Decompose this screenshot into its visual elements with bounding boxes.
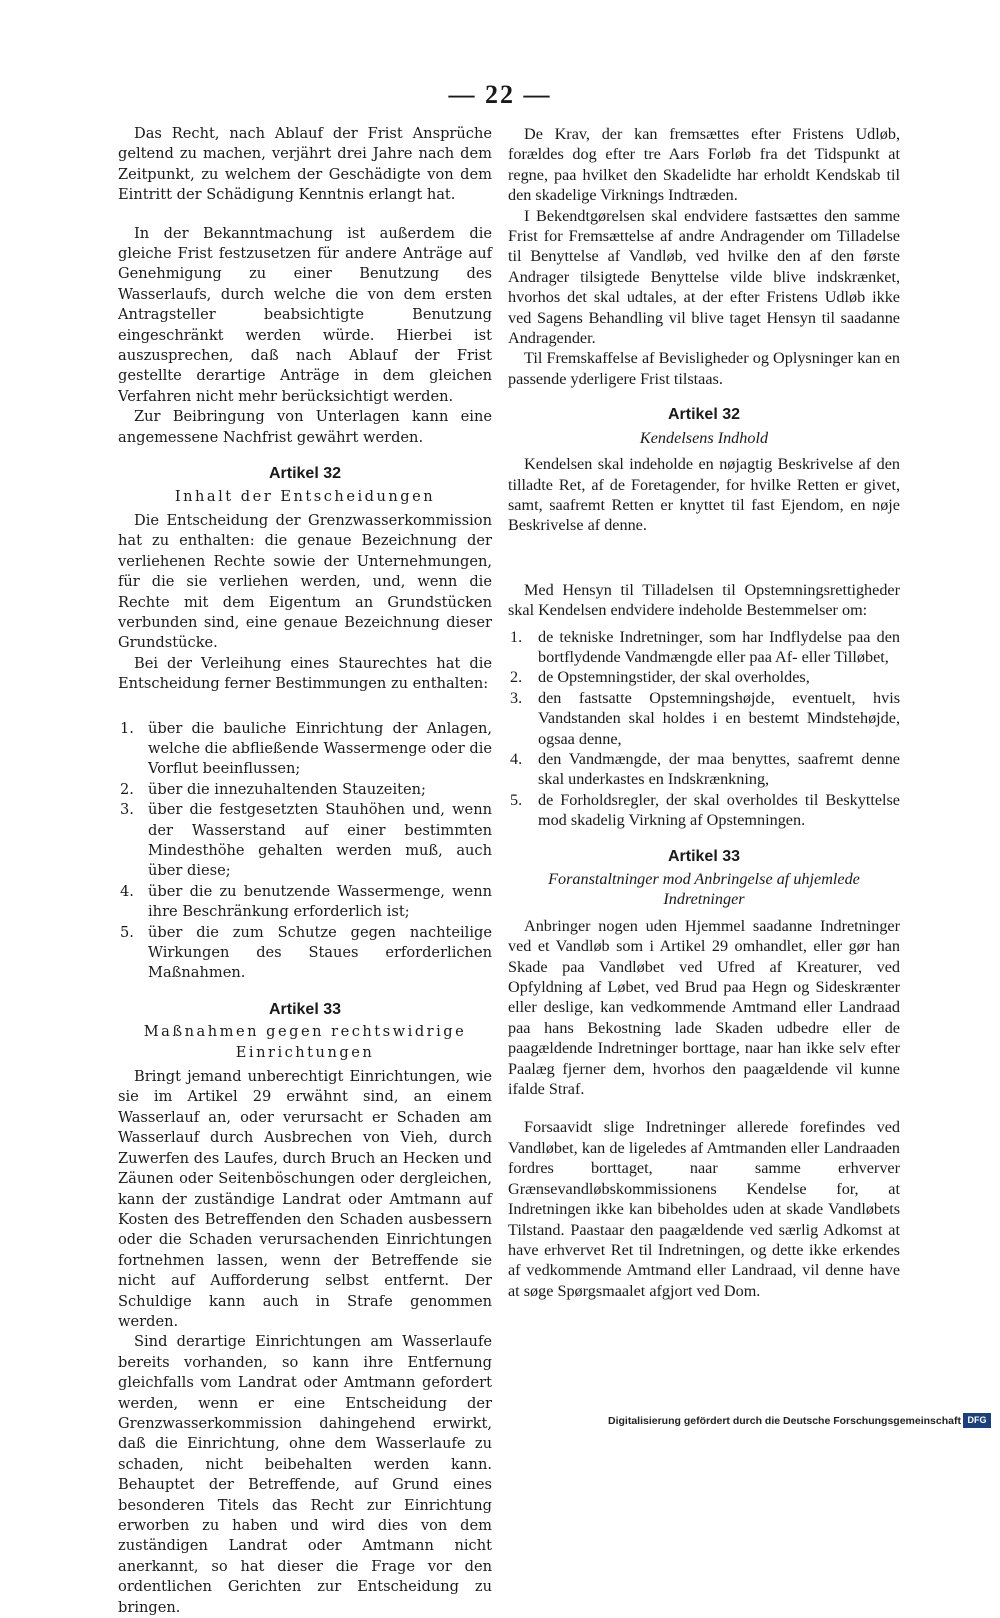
list-item (118, 923, 492, 984)
danish-article-33-subtitle: Foranstaltninger mod Anbringelse af uhjemlede Indretninger (548, 870, 860, 909)
danish-article-32-subtitle: Kendelsens Indhold (639, 428, 769, 447)
list-item (508, 688, 900, 749)
list-item-number: 3. (510, 688, 523, 707)
list-item-text: den Vandmængde, der maa benyttes, saafremt denne skal underkastes en Indskrænkning, (538, 749, 900, 789)
danish-intro-paragraph-1: De Krav, der kan fremsættes efter Fristens Udløb, forældes dog efter tre Aars Forløb fra det Tidspunkt at regne, paa hvilket den Skadelidte har erholdt Kendskab til den skadelige Virknings Indtræden. (508, 125, 900, 205)
list-item (508, 627, 900, 668)
german-column (118, 124, 492, 1618)
dfg-logo-icon: DFG (963, 1413, 991, 1428)
danish-article-33-paragraph-1: Anbringer nogen uden Hjemmel saadanne Indretninger ved et Vandløb som i Artikel 29 omhandlet, eller gør han Skade paa Vandløbet ved Ufred af Kreaturer, ved Opfyldning af Løbet, ved Brud paa Hegn og Sideskrænter eller deslige, kan vedkommende Amtmand eller Landraad paa hans Bekostning lade Skaden udbedre eller de paagældende Indretninger borttage, naar han ikke selv efter Paalæg fjerner dem, hvorhos den paagældende vil kunne ifalde Straf. (508, 916, 900, 1099)
list-item-number: 4. (120, 882, 134, 900)
german-article-32-list (118, 719, 492, 984)
list-item-text: de Opstemningstider, der skal overholdes, (538, 668, 810, 687)
german-article-32-subtitle: Inhalt der Entscheidungen (174, 487, 436, 505)
page-number: — 22 — (448, 80, 552, 109)
list-item (118, 800, 492, 882)
list-item-text: über die bauliche Einrichtung der Anlagen, welche die abfließende Wassermenge oder die Vorflut beeinflussen; (148, 719, 492, 778)
digitization-credit: Digitalisierung gefördert durch die Deutsche Forschungsgemeinschaft (608, 1415, 961, 1427)
german-article-32-paragraph-1: Die Entscheidung der Grenzwasserkommission hat zu enthalten: die genaue Bezeichnung der verliehenen Rechte sowie der Unternehmungen, für die sie verliehen werden, und, wenn die Rechte mit dem Eigentum an Grundstücken verbunden sind, eine genaue Bezeichnung dieser Grundstücke. (118, 511, 492, 652)
german-intro-paragraph-1: Das Recht, nach Ablauf der Frist Ansprüche geltend zu machen, verjährt drei Jahre nach dem Zeitpunkt, zu welchem der Geschädigte von dem Eintritt der Schädigung Kenntnis erlangt hat. (118, 125, 492, 204)
danish-article-33-heading: Artikel 33 (667, 847, 741, 865)
list-item-text: über die zum Schutze gegen nachteilige Wirkungen des Staues erforderlichen Maßnahmen. (148, 923, 492, 982)
german-article-33-paragraph-2: Sind derartige Einrichtungen am Wasserlaufe bereits vorhanden, so kann ihre Entfernung gleichfalls vom Landrat oder Amtmann gefordert werden, wenn er eine Entscheidung der Grenzwasserkommission dahingehend erwirkt, daß die Einrichtung, ohne dem Wasserlaufe zu schaden, nicht beibehalten werden kann. Behauptet der Betreffende, auf Grund eines besonderen Titels das Recht zur Einrichtung erworben zu haben und wird dies von dem zuständigen Landrat oder Amtmann nicht anerkannt, so hat dieser die Frage vor den ordentlichen Gerichten zur Entscheidung zu bringen. (118, 1333, 492, 1616)
list-item-number: 2. (510, 668, 523, 687)
german-article-33-heading: Artikel 33 (268, 1000, 342, 1018)
list-item-number: 4. (510, 749, 523, 768)
german-article-32-paragraph-2: Bei der Verleihung eines Staurechtes hat die Entscheidung ferner Bestimmungen zu enthalten: (118, 654, 492, 693)
list-item (118, 882, 492, 923)
list-item (118, 719, 492, 780)
list-item-text: den fastsatte Opstemningshøjde, eventuelt, hvis Vandstanden skal holdes i en bestemt Mindstehøjde, ogsaa denne, (538, 688, 900, 748)
danish-article-32-list (508, 627, 900, 831)
list-item (118, 780, 492, 800)
list-item (508, 667, 900, 687)
danish-column (508, 124, 900, 1301)
list-item-text: über die festgesetzten Stauhöhen und, wenn der Wasserstand auf einer bestimmten Mindesthöhe gehalten werden muß, auch über diese; (148, 801, 492, 880)
danish-intro-paragraph-2: I Bekendtgørelsen skal endvidere fastsættes den samme Frist for Fremsættelse af andre Andragender om Tilladelse til Benyttelse af Vandløb, ved hvilke den af den første Andrager tilsigtede Benyttelse vilde blive indskrænket, hvorhos det skal udtales, at der efter Fristens Udløb ikke ved Sagens Behandling vil blive taget Hensyn til saadanne Andragender. (508, 206, 900, 348)
german-article-33-subtitle: Maßnahmen gegen rechtswidrige Einrichtungen (143, 1023, 467, 1061)
list-item-number: 2. (120, 780, 134, 798)
danish-article-32-paragraph-1: Kendelsen skal indeholde en nøjagtig Beskrivelse af den tilladte Ret, af de Foretagender, for hvilke Retten er givet, samt, saafremt Retten er knyttet til fast Ejendom, en nøje Beskrivelse af denne. (508, 455, 900, 535)
list-item-text: de Forholdsregler, der skal overholdes til Beskyttelse mod skadelig Virkning af Opstemningen. (538, 790, 900, 830)
list-item-number: 1. (120, 719, 134, 737)
list-item-number: 3. (120, 801, 134, 819)
list-item-number: 1. (510, 627, 523, 646)
list-item-text: de tekniske Indretninger, som har Indflydelse paa den bortflydende Vandmængde eller paa Af- eller Tilløbet, (538, 627, 900, 666)
german-article-32-heading: Artikel 32 (268, 465, 342, 483)
danish-intro-paragraph-3: Til Fremskaffelse af Bevisligheder og Oplysninger kan en passende yderligere Frist tilstaas. (508, 349, 900, 388)
german-intro-paragraph-2: In der Bekanntmachung ist außerdem die gleiche Frist festzusetzen für andere Anträge auf Genehmigung zu einer Benutzung des Wasserlaufs, durch welche die von dem ersten Antragsteller beabsichtigte Benutzung eingeschränkt werden würde. Hierbei ist auszusprechen, daß nach Ablauf der Frist gestellte derartige Anträge in dem gleichen Verfahren nicht mehr berücksichtigt werden. (118, 224, 492, 405)
list-item (508, 790, 900, 831)
list-item (508, 749, 900, 790)
list-item-number: 5. (510, 790, 523, 809)
list-item-number: 5. (120, 923, 134, 941)
list-item-text: über die innezuhaltenden Stauzeiten; (148, 780, 426, 798)
danish-article-32-paragraph-2: Med Hensyn til Tilladelsen til Opstemningsrettigheder skal Kendelsen endvidere indeholde Bestemmelser om: (508, 580, 900, 620)
german-article-33-paragraph-1: Bringt jemand unberechtigt Einrichtungen, wie sie im Artikel 29 erwähnt sind, an einem Wasserlauf an, oder verursacht er Schaden am Wasserlauf durch Ausbrechen von Vieh, durch Zuwerfen des Laufes, durch Bruch an Hecken und Zäunen oder Seitenböschungen oder dergleichen, kann der zuständige Landrat oder Amtmann auf Kosten des Betreffenden den Schaden ausbessern oder die Schaden verursachenden Einrichtungen fortnehmen lassen, wenn der Betreffende sie nicht auf Aufforderung selbst entfernt. Der Schuldige kann auch in Strafe genommen werden. (118, 1068, 492, 1330)
list-item-text: über die zu benutzende Wassermenge, wenn ihre Beschränkung erforderlich ist; (148, 882, 492, 921)
german-intro-paragraph-3: Zur Beibringung von Unterlagen kann eine angemessene Nachfrist gewährt werden. (118, 408, 492, 446)
danish-article-33-paragraph-2: Forsaavidt slige Indretninger allerede forefindes ved Vandløbet, kan de ligeledes af Amtmanden eller Landraaden fordres borttaget, naar samme erhverver Grænsevandløbskommissionens Kendelse for, at Indretningen ikke kan bibeholdes uden at skade Vandløbets Tilstand. Paastaar den paagældende ved særlig Adkomst at have erhvervet Ret til Indretningen, og dette ikke erkendes af vedkommende Amtmand eller Landraad, vil denne have at søge Spørgsmaalet afgjort ved Dom. (508, 1118, 900, 1300)
danish-article-32-heading: Artikel 32 (667, 406, 741, 424)
